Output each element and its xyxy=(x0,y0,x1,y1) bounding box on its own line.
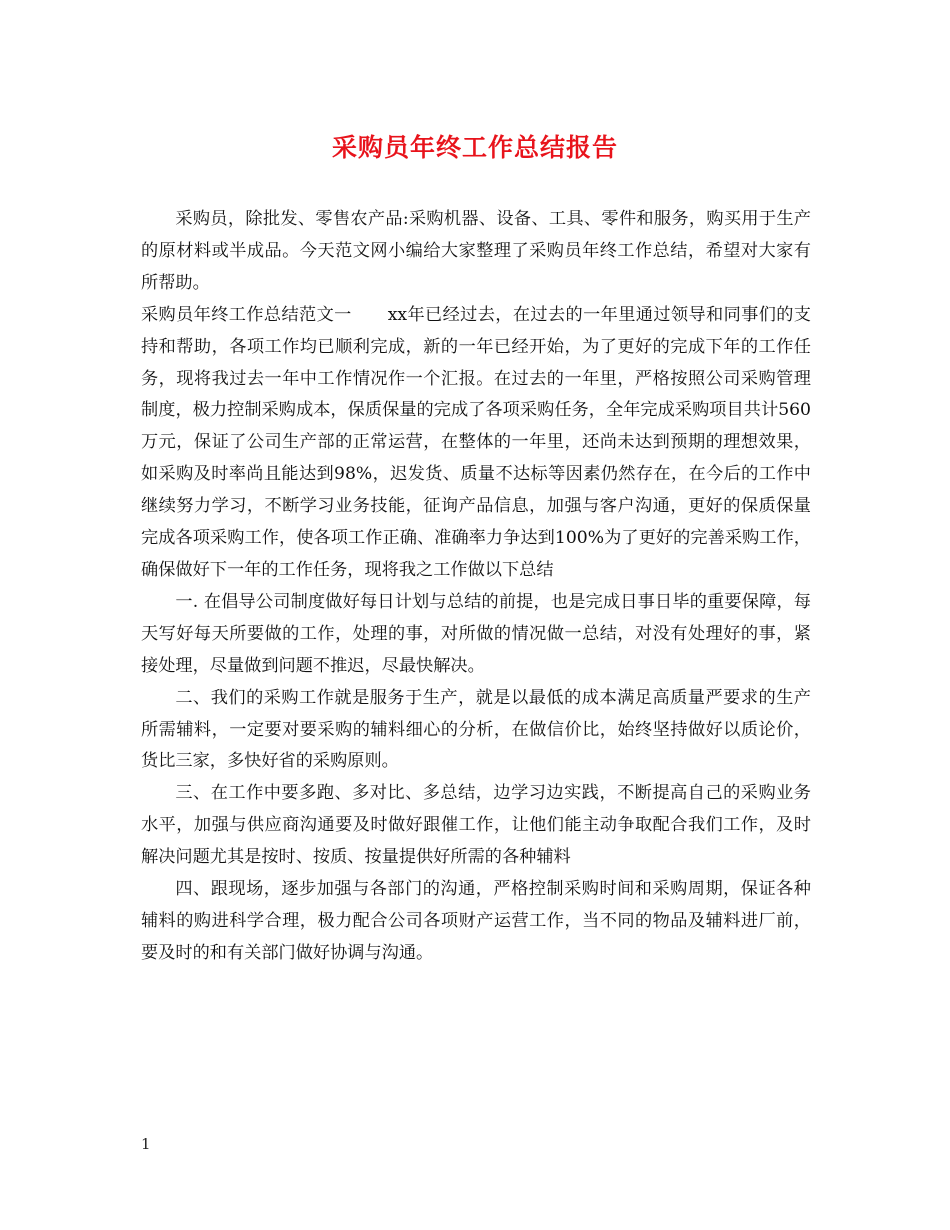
point-paragraph-1: 一. 在倡导公司制度做好每日计划与总结的前提，也是完成日事日毕的重要保障，每天写好每天所要做的工作，处理的事，对所做的情况做一总结，对没有处理好的事，紧接处理，尽量做到问题不推迟，尽最快解决。 xyxy=(141,591,811,676)
section-heading: 采购员年终工作总结范文一 xyxy=(141,304,352,325)
document-title: 采购员年终工作总结报告 xyxy=(331,133,618,162)
section-paragraph xyxy=(141,300,811,587)
intro-paragraph: 采购员，除批发、零售农产品:采购机器、设备、工具、零件和服务，购买用于生产的原材料或半成品。今天范文网小编给大家整理了采购员年终工作总结，希望对大家有所帮助。 xyxy=(141,209,811,293)
section-text: xx年已经过去，在过去的一年里通过领导和同事们的支持和帮助，各项工作均已顺利完成，新的一年已经开始，为了更好的完成下年的工作任务，现将我过去一年中工作情况作一个汇报。在过去的一年里，严格按照公司采购管理制度，极力控制采购成本，保质保量的完成了各项采购任务，全年完成采购项目共计560万元，保证了公司生产部的正常运营，在整体的一年里，还尚未达到预期的理想效果，如采购及时率尚且能达到98%，迟发货、质量不达标等因素仍然存在，在今后的工作中继续努力学习，不断学习业务技能，征询产品信息，加强与客户沟通，更好的保质保量完成各项采购工作，使各项工作正确、准确率力争达到100%为了更好的完善采购工作，确保做好下一年的工作任务，现将我之工作做以下总结 xyxy=(141,304,811,580)
point-paragraph-3: 三、在工作中要多跑、多对比、多总结，边学习边实践，不断提高自己的采购业务水平，加强与供应商沟通要及时做好跟催工作，让他们能主动争取配合我们工作，及时解决问题尤其是按时、按质、按量提供好所需的各种辅料 xyxy=(141,783,811,868)
point-paragraph-2: 二、我们的采购工作就是服务于生产，就是以最低的成本满足高质量严要求的生产所需辅料，一定要对要采购的辅料细心的分析，在做信价比，始终坚持做好以质论价，货比三家，多快好省的采购原则。 xyxy=(141,687,811,772)
point-paragraph-4: 四、跟现场，逐步加强与各部门的沟通，严格控制采购时间和采购周期，保证各种辅料的购进科学合理，极力配合公司各项财产运营工作，当不同的物品及辅料进厂前，要及时的和有关部门做好协调与沟通。 xyxy=(141,879,811,963)
page-number: 1 xyxy=(141,1135,151,1153)
document-body xyxy=(141,204,811,970)
